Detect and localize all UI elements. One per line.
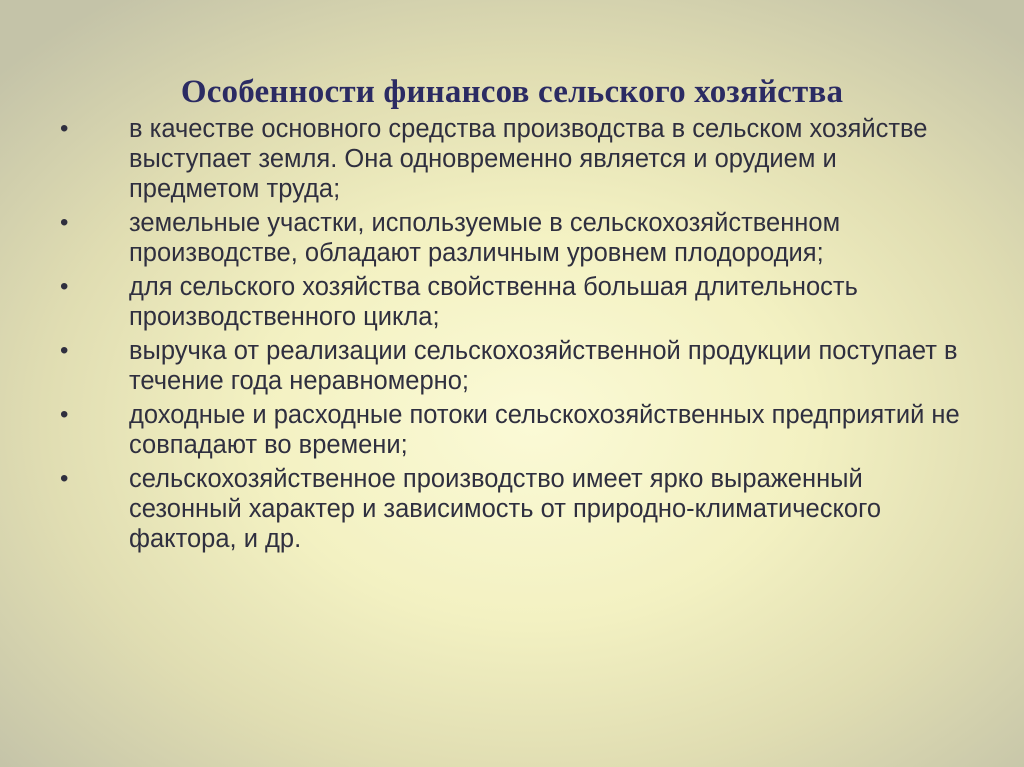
bullet-text: выручка от реализации сельскохозяйственной продукции поступает в течение года неравномерно; (129, 337, 958, 395)
bullet-icon: • (60, 209, 69, 236)
bullet-icon: • (60, 337, 69, 364)
bullet-icon: • (60, 115, 69, 142)
bullet-icon: • (60, 401, 69, 428)
bullet-item (60, 114, 960, 204)
bullet-item (60, 464, 960, 554)
bullet-text: сельскохозяйственное производство имеет ярко выраженный сезонный характер и зависимость от природно-климатического фактора, и др. (129, 465, 882, 553)
bullet-icon: • (60, 273, 69, 300)
bullet-text: земельные участки, используемые в сельскохозяйственном производстве, обладают различным уровнем плодородия; (129, 209, 841, 267)
bullet-item (60, 400, 960, 460)
bullet-item (60, 272, 960, 332)
bullet-icon: • (60, 465, 69, 492)
bullet-list (60, 114, 960, 558)
slide-title: Особенности финансов сельского хозяйства (180, 74, 844, 111)
bullet-text: доходные и расходные потоки сельскохозяйственных предприятий не совпадают во времени; (129, 401, 960, 459)
bullet-item (60, 208, 960, 268)
bullet-item (60, 336, 960, 396)
bullet-text: в качестве основного средства производства в сельском хозяйстве выступает земля. Она одновременно является и орудием и предметом труда; (129, 115, 928, 203)
bullet-text: для сельского хозяйства свойственна большая длительность производственного цикла; (129, 273, 858, 331)
